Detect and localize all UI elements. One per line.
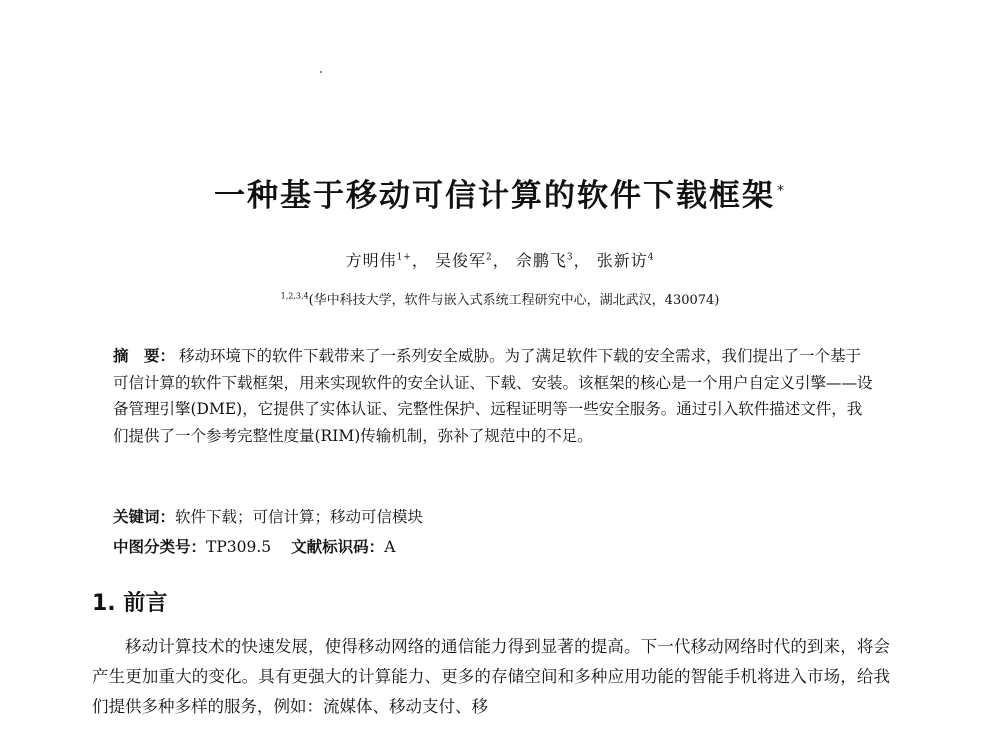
title-text: 一种基于移动可信计算的软件下载框架	[214, 178, 775, 214]
clc-label: 中图分类号：	[113, 538, 207, 556]
title-footnote-mark: *	[777, 182, 786, 199]
doc-code-label: 文献标识码：	[291, 538, 385, 556]
abstract-text: 移动环境下的软件下载带来了一系列安全威胁。为了满足软件下载的安全需求，我们提出了一个基于可信计算的软件下载框架，用来实现软件的安全认证、下载、安装。该框架的核心是一个用户自定义引擎——设备管理引擎(DME)，它提供了实体认证、完整性保护、远程证明等一些安全服务。通过引入软件描述文件，我们提供了一个参考完整性度量(RIM)传输机制，弥补了规范中的不足。	[113, 347, 873, 445]
author-list	[0, 248, 1000, 271]
author: 张新访$^4$	[596, 251, 655, 270]
paper-title	[0, 170, 1000, 215]
author: 方明伟$^{1+}$，	[345, 251, 429, 270]
abstract-label: 摘 要：	[113, 347, 176, 365]
affiliation-marks: 1,2,3,4	[280, 291, 309, 301]
keywords-label: 关键词：	[113, 508, 176, 526]
clc-value: TP309.5	[206, 538, 272, 556]
scan-speck	[320, 71, 322, 73]
affiliation	[0, 289, 1000, 308]
affiliation-text: (华中科技大学，软件与嵌入式系统工程研究中心，湖北武汉，430074)	[308, 293, 720, 308]
doc-code-value: A	[384, 538, 396, 556]
keywords-text: 软件下载；可信计算；移动可信模块	[175, 508, 424, 526]
author: 佘鹏飞$^3$，	[515, 251, 591, 270]
author: 吴俊军$^2$，	[434, 251, 510, 270]
abstract	[113, 343, 873, 449]
classification-line	[113, 535, 395, 557]
section-heading: 1. 前言	[92, 591, 168, 616]
keywords	[113, 505, 423, 527]
body-paragraph: 移动计算技术的快速发展，使得移动网络的通信能力得到显著的提高。下一代移动网络时代的到来，将会产生更加重大的变化。具有更强大的计算能力、更多的存储空间和多种应用功能的智能手机将进入市场，给我们提供多种多样的服务，例如：流媒体、移动支付、移	[92, 637, 890, 716]
